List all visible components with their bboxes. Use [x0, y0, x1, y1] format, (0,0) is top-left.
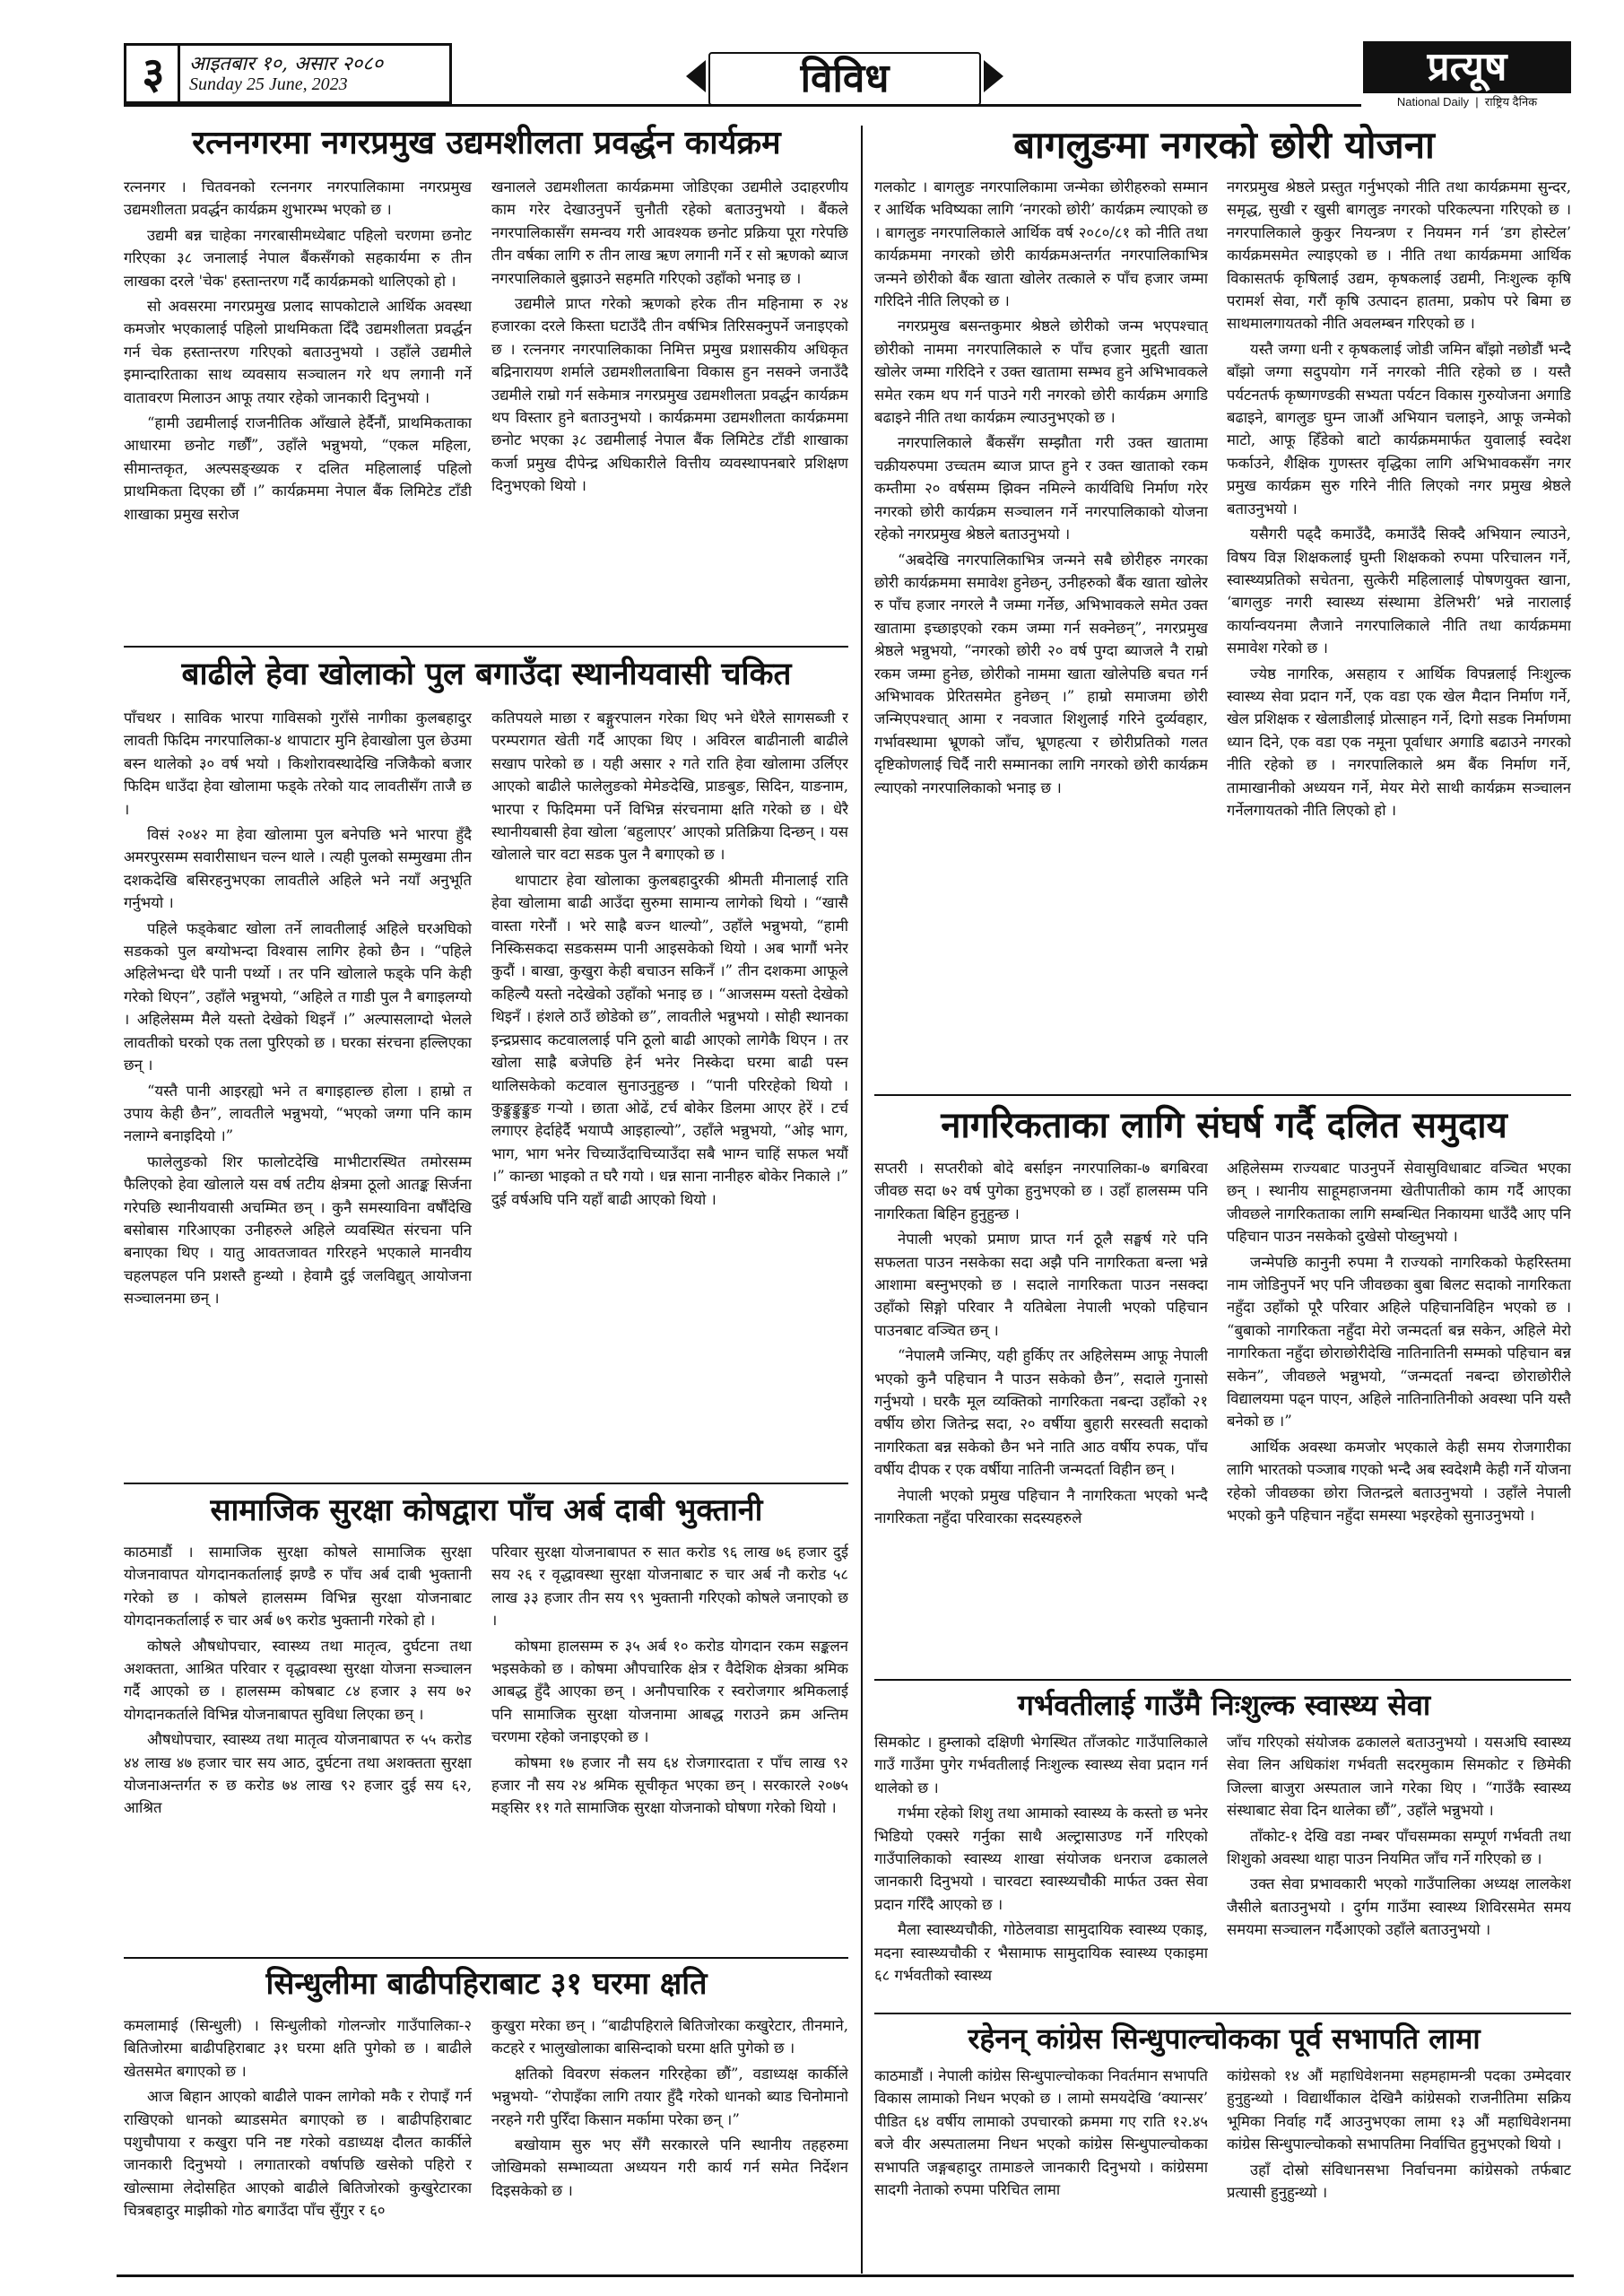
paragraph: “यस्तै पानी आइरह्यो भने त बगाइहाल्छ होला । हाम्रो त उपाय केही छैन”, लावतीले भन्नुभयो, “भएको जग्गा पनि काम नलाग्ने बनाइदियो ।” [124, 1082, 472, 1145]
paragraph: आज बिहान आएको बाढीले पाक्न लागेको मकै र रोपाइँ गर्न राखिएको धानको ब्याडसमेत बगाएको छ । बाढीपहिराबाट पशुचौपाया र कखुरा पनि नष्ट गरेको वडाध्यक्ष दौलत कार्कीले जानकारी दिनुभयो । लगातारको वर्षापछि खसेको पहिरो र खोल्सामा लेदोसहित आएको बाढीले बितिजोरको कुखुरेटारका चित्रबहादुर माझीको गोठ बगाउँदा पाँच सुँगुर र ६० [124, 2088, 472, 2220]
paragraph: मैला स्वास्थ्यचौकी, गोठेलवाडा सामुदायिक स्वास्थ्य एकाइ, मदना स्वास्थ्यचौकी र भैसामाफ सामुदायिक स्वास्थ्य एकाइमा ६८ गर्भवतीको स्वास्थ्य [874, 1921, 1208, 1985]
page-bottom-rule [117, 2274, 1574, 2277]
headline: रहेनन् कांग्रेस सिन्धुपाल्चोकका पूर्व सभापति लामा [968, 2022, 1481, 2056]
paragraph: कुखुरा मरेका छन् । “बाढीपहिराले बितिजोरका कखुरेटार, तीनमाने, कटहरे र भालुखोलाका बासिन्दाको घरमा क्षति पुगेको छ । [491, 2017, 848, 2057]
paragraph: उद्यमीले प्राप्त गरेको ऋणको हरेक तीन महिनामा रु २४ हजारका दरले किस्ता घटाउँदै तीन वर्षभित्र तिरिसक्नुपर्ने जनाइएको छ । रत्ननगर नगरपालिकाका निमित्त प्रमुख प्रशासकीय अधिकृत बद्रिनारायण शर्माले उद्यमशीलताबिना विकास हुन नसक्ने जनाउँदै उद्यमीले राम्रो गर्न सकेमात्र नगरप्रमुख उद्यमशीलता प्रवर्द्धन कार्यक्रम थप विस्तार हुने बताउनुभयो । कार्यक्रममा उद्यमशीलता कार्यक्रममा छनोट भएका ३८ उद्यमीलाई नेपाल बैंक लिमिटेड टाँडी शाखाका कर्जा प्रमुख दीपेन्द्र अधिकारीले वित्तीय व्यवस्थापनबारे प्रशिक्षण दिनुभएको थियो । [491, 295, 848, 495]
article-column [1227, 2065, 1571, 2273]
paragraph: नगरपालिकाले बैंकसँग सम्झौता गरी उक्त खातामा चक्रीयरुपमा उच्चतम ब्याज प्राप्त हुने र उक्त खाताको रकम कम्तीमा २० वर्षसम्म झिक्न नमिल्ने कार्यविधि निर्माण गरेर नगरको छोरी कार्यक्रम सञ्चालन गर्ने नगरपालिकाको योजना रहेको नगरप्रमुख श्रेष्ठले बताउनुभयो । [874, 434, 1208, 544]
article-column [491, 707, 848, 1478]
paragraph: “अबदेखि नगरपालिकाभित्र जन्मने सबै छोरीहरु नगरका छोरी कार्यक्रममा समावेश हुनेछन्, उनीहरुको बैंक खाता खोलेर रु पाँच हजार नगरले नै जम्मा गर्नेछ, अभिभावकले समेत उक्त खातामा इच्छाइएको रकम जम्मा गर्न सक्नेछन्”, नगरप्रमुख श्रेष्ठले भन्नुभयो, “नगरको छोरी २० वर्ष पुग्दा ब्याजले नै राम्रो रकम जम्मा हुनेछ, छोरीको नाममा खाता खोलेपछि बचत गर्न अभिभावक प्रेरितसमेत हुनेछन् ।” हाम्रो समाजमा छोरी जन्मिएपश्चात् आमा र नवजात शिशुलाई गरिने दुर्व्यवहार, गर्भावस्थामा भ्रूणको जाँच, भ्रूणहत्या र छोरीप्रतिको गलत दृष्टिकोणलाई चिर्दै नारी सम्मानका लागि नगरको छोरी कार्यक्रम ल्याएको नगरपालिकाको भनाइ छ । [874, 551, 1208, 796]
paragraph: कोषले औषधोपचार, स्वास्थ्य तथा मातृत्व, दुर्घटना तथा अशक्तता, आश्रित परिवार र वृद्धावस्था सुरक्षा योजना सञ्चालन गर्दै आएको छ । हालसम्म कोषबाट ८४ हजार ३ सय ७२ योगदानकर्ताले विभिन्न योजनाबापत सुविधा लिएका छन् । [124, 1637, 472, 1723]
section-title: विविध [708, 52, 981, 106]
paragraph: जाँच गरिएको संयोजक ढकालले बताउनुभयो । यसअघि स्वास्थ्य सेवा लिन अधिकांश गर्भवती सदरमुकाम सिमकोट र छिमेकी जिल्ला बाजुरा अस्पताल जाने गरेका थिए । “गाउँकै स्वास्थ्य संस्थाबाट सेवा दिन थालेका छौं”, उहाँले भन्नुभयो । [1227, 1734, 1571, 1820]
article-divider [124, 646, 848, 648]
article-column [874, 2065, 1208, 2273]
newspaper-logo [1363, 41, 1571, 111]
paragraph: नगरप्रमुख श्रेष्ठले प्रस्तुत गर्नुभएको नीति तथा कार्यक्रममा सुन्दर, समृद्ध, सुखी र खुसी बागलुङ नगरको परिकल्पना गरिएको छ । नगरपालिकाले कुकुर नियन्त्रण र नियमन गर्न ‘डग होस्टेल’ कार्यक्रमसमेत ल्याइएको छ । नीति तथा कार्यक्रममा आर्थिक विकासतर्फ कृषिलाई उद्यम, कृषकलाई उद्यमी, निःशुल्क कृषि परामर्श सेवा, गरौं कृषि उत्पादन हातमा, प्रकोप परे बिमा छ साथमालगायतको नीति अवलम्बन गरिएको छ । [1227, 178, 1571, 333]
article-divider [124, 1483, 848, 1484]
article-column [1227, 1731, 1571, 2009]
paragraph: “हामी उद्यमीलाई राजनीतिक आँखाले हेर्दैनौं, प्राथमिकताका आधारमा छनोट गर्छौं”, उहाँले भन्नुभयो, “एकल महिला, सीमान्तकृत, अल्पसङ्ख्यक र दलित महिलालाई पहिलो प्राथमिकता दिएका छौं ।” कार्यक्रममा नेपाल बैंक लिमिटेड टाँडी शाखाका प्रमुख सरोज [124, 414, 472, 523]
center-column-rule [861, 126, 863, 2274]
headline: गर्भवतीलाई गाउँमै निःशुल्क स्वास्थ्य सेवा [1017, 1688, 1431, 1722]
article-divider [874, 1094, 1571, 1096]
paragraph: ज्येष्ठ नागरिक, असहाय र आर्थिक विपन्नलाई निःशुल्क स्वास्थ्य सेवा प्रदान गर्ने, एक वडा एक खेल मैदान निर्माण गर्ने, खेल प्रशिक्षक र खेलाडीलाई प्रोत्साहन गर्ने, दिगो सडक निर्माणमा ध्यान दिने, एक वडा एक नमूना पूर्वाधार अगाडि बढाउने नगरको नीति रहेको छ । नगरपालिकाले श्रम बैंक निर्माण गर्ने, तामाखानीको अध्ययन गर्ने, मेयर मेरो साथी कार्यक्रम सञ्चालन गर्नेलगायतको नीति लिएको हो । [1227, 665, 1571, 819]
article-column [1227, 176, 1571, 1091]
headline: नागरिकताका लागि संघर्ष गर्दै दलित समुदाय [941, 1105, 1507, 1146]
article-divider [874, 2013, 1571, 2014]
logo-subtitle: National Daily | राष्ट्रिय दैनिक [1396, 95, 1538, 109]
paragraph: गलकोट । बागलुङ नगरपालिकामा जन्मेका छोरीहरुको सम्मान र आर्थिक भविष्यका लागि ‘नगरको छोरी’ कार्यक्रम ल्याएको छ । बागलुङ नगरपालिकाले आर्थिक वर्ष २०८०/८१ को नीति तथा कार्यक्रममा नगरको छोरी कार्यक्रमअन्तर्गत नगरपालिकाभित्र जन्मने छोरीको बैंक खाता खोलेर तत्काले रु पाँच हजार जम्मा गरिदिने नीति लिएको छ । [874, 178, 1208, 310]
paragraph: थापाटार हेवा खोलाका कुलबहादुरकी श्रीमती मीनालाई राति हेवा खोलामा बाढी आउँदा सुरुमा सामान्य लागेको थियो । “खासै वास्ता गरेनौं । भरे साह्रै बज्न थाल्यो”, उहाँले भन्नुभयो, “हामी निस्किसकदा सडकसम्म पानी आइसकेको थियो । अब भागौं भनेर कुदौं । बाखा, कुखुरा केही बचाउन सकिनँ ।” तीन दशकमा आफूले कहिल्यै यस्तो नदेखेको उहाँको भनाइ छ । “आजसम्म यस्तो देखेको थिइनँ । हंशले ठाउँ छोडेको छ”, लावतीले भन्नुभयो । सोही स्थानका इन्द्रप्रसाद कटवाललाई पनि ठूलो बाढी आएको लागेकै थिएन । तर खोला साह्रै बजेपछि हेर्न भनेर निस्केदा घरमा बाढी पस्न थालिसकेको कटवाल सुनाउनुहुन्छ । “पानी परिरहेको थियो । कुङ्कुङ्कुङ्कुङ गर्‍यो । छाता ओढें, टर्च बोकेर डिलमा आएर हेरें । टर्च लगाएर हेर्दाहेर्दै भयाप्पै आइहाल्यो”, उहाँले भन्नुभयो, “ओइ भाग, भाग, भाग भनेर चिच्याउँदाचिच्याउँदा सबै भाग्न चाहिं सफल भयौं ।” कान्छा भाइको त घरै गयो । धन्न साना नानीहरु बोकेर निकाले ।” दुई वर्षअघि पनि यहाँ बाढी आएको थियो । [491, 871, 848, 1208]
logo-subtitle-np: राष्ट्रिय दैनिक [1484, 95, 1538, 109]
article-divider [124, 1957, 848, 1959]
paragraph: नेपाली भएको प्रमाण प्राप्त गर्न ठूलै सङ्घर्ष गरे पनि सफलता पाउन नसकेका सदा अझै पनि नागरिकता बन्ला भन्ने आशामा बस्नुभएको छ । सदाले नागरिकता पाउन नसक्दा उहाँको सिङ्गो परिवार नै यतिबेला नेपाली भएको पहिचान पाउनबाट वञ्चित छन् । [874, 1231, 1208, 1339]
paragraph: विसं २०४२ मा हेवा खोलामा पुल बनेपछि भने भारपा हुँदै अमरपुरसम्म सवारीसाधन चल्न थाले । त्यही पुलको सम्मुखमा तीन दशकदेखि बसिरहनुभएका लावतीले अहिले भने नयाँ अनुभूति गर्नुभयो । [124, 826, 472, 912]
article-column [124, 176, 472, 642]
paragraph: क्षतिको विवरण संकलन गरिरहेका छौं”, वडाध्यक्ष कार्कीले भन्नुभयो- “रोपाइँका लागि तयार हुँदै गरेको धानको ब्याड चिनोमानो नरहने गरी पुरिँदा किसान मर्कामा परेका छन् ।” [491, 2065, 848, 2128]
paragraph: नेपाली भएको प्रमुख पहिचान नै नागरिकता भएको भन्दै नागरिकता नहुँदा परिवारका सदस्यहरुले [874, 1486, 1208, 1527]
paragraph: खनालले उद्यमशीलता कार्यक्रममा जोडिएका उद्यमीले उदाहरणीय काम गरेर देखाउनुपर्ने चुनौती रहेको बताउनुभयो । बैंकले नगरपालिकासँग समन्वय गरी आवश्यक छनोट प्रक्रिया पूरा गरेपछि तीन वर्षका लागि रु तीन लाख ऋण लगानी गर्ने र सो ऋणको ब्याज नगरपालिकाले बुझाउने सहमति गरिएको उहाँको भनाइ छ । [491, 178, 848, 287]
paragraph: कमलामाई (सिन्धुली) । सिन्धुलीको गोलन्जोर गाउँपालिका-२ बितिजोरमा बाढीपहिराबाट ३१ घरमा क्षति पुगेको छ । बाढीले खेतसमेत बगाएको छ । [124, 2017, 472, 2080]
headline: सामाजिक सुरक्षा कोषद्वारा पाँच अर्ब दाबी भुक्तानी [210, 1492, 763, 1528]
paragraph: उद्यमी बन्न चाहेका नगरबासीमध्येबाट पहिलो चरणमा छनोट गरिएका ३८ जनालाई नेपाल बैंकसँगको सहकार्यमा रु तीन लाखका दरले 'चेक' हस्तान्तरण गर्दै कार्यक्रमको थालिएको हो । [124, 226, 472, 290]
paragraph: कांग्रेसको १४ औं महाधिवेशनमा सहमहामन्त्री पदका उम्मेदवार हुनुहुन्थ्यो । विद्यार्थीकाल देखिनै कांग्रेसको राजनीतिमा सक्रिय भूमिका निर्वाह गर्दै आउनुभएका लामा १३ औं महाधिवेशनमा कांग्रेस सिन्धुपाल्चोकको सभापतिमा निर्वाचित हुनुभएको थियो । [1227, 2067, 1571, 2153]
paragraph: काठमाडौं । सामाजिक सुरक्षा कोषले सामाजिक सुरक्षा योजनावापत योगदानकर्तालाई झण्डै रु पाँच अर्ब दाबी भुक्तानी गरेको छ । कोषले हालसम्म विभिन्न सुरक्षा योजनाबाट योगदानकर्तालाई रु चार अर्ब ७९ करोड भुक्तानी गरेको हो । [124, 1544, 472, 1630]
paragraph: जन्मेपछि कानुनी रुपमा नै राज्यको नागरिकको फेहरिस्तमा नाम जोडिनुपर्ने भए पनि जीवछका बुबा बिलट सदाको नागरिकता नहुँदा उहाँको पूरै परिवार अहिले पहिचानविहिन भएको छ । “बुबाको नागरिकता नहुँदा मेरो जन्मदर्ता बन्न सकेन, अहिले मेरो नागरिकता नहुँदा छोराछोरीदेखि नातिनातिनी सम्मको पहिचान बन्न सकेन”, जीवछले भन्नुभयो, “जन्मदर्ता नबन्दा छोराछोरीले विद्यालयमा पढ्न पाएन, अहिले नातिनातिनीको अवस्था पनि यस्तै बनेको छ ।” [1227, 1253, 1571, 1431]
page-number: ३ [124, 43, 180, 104]
date-english: Sunday 25 June, 2023 [189, 74, 348, 94]
paragraph: अहिलेसम्म राज्यबाट पाउनुपर्ने सेवासुविधाबाट वञ्चित भएका छन् । स्थानीय साहूमहाजनमा खेतीपातीको काम गर्दै आएका जीवछले नागरिकताका लागि सम्बन्धित निकायमा धाउँदै आए पनि पहिचान पाउन नसकेको दुखेसो पोख्नुभयो । [1227, 1160, 1571, 1246]
headline: बाढीले हेवा खोलाको पुल बगाउँदा स्थानीयवासी चकित [181, 657, 792, 692]
article-column [124, 707, 472, 1478]
paragraph: आर्थिक अवस्था कमजोर भएकाले केही समय रोजगारीका लागि भारतको पञ्जाब गएको भन्दै अब स्वदेशमै केही गर्ने योजना रहेको जीवछका छोरा जितन्द्रले बताउनुभयो । उहाँले नेपाली भएको कुनै पहिचान नहुँदा समस्या भइरहेको सुनाउनुभयो । [1227, 1438, 1571, 1525]
article-column [874, 1157, 1208, 1674]
article-column [491, 176, 848, 642]
article-divider [874, 1679, 1571, 1681]
paragraph: सप्तरी । सप्तरीको बोदे बर्साइन नगरपालिका-७ बगबिरवा जीवछ सदा ७२ वर्ष पुगेका हुनुभएको छ । उहाँ हालसम्म पनि नागरिकता बिहिन हुनुहुन्छ । [874, 1160, 1208, 1222]
right-arrow-icon [984, 60, 1003, 92]
paragraph: रत्ननगर । चितवनको रत्ननगर नगरपालिकामा नगरप्रमुख उद्यमशीलता प्रवर्द्धन कार्यक्रम शुभारम्भ भएको छ । [124, 178, 472, 219]
logo-subtitle-en: National Daily [1396, 95, 1470, 109]
headline: रत्ननगरमा नगरप्रमुख उद्यमशीलता प्रवर्द्धन कार्यक्रम [192, 125, 781, 161]
paragraph: नगरप्रमुख बसन्तकुमार श्रेष्ठले छोरीको जन्म भएपश्चात् छोरीको नाममा नगरपालिकाले रु पाँच हजार मुद्दती खाता खोलेर जम्मा गरिदिने र उक्त खातामा सम्भव हुने अभिभावकले समेत रकम थप गर्न पाउने गरी नगरको छोरी कार्यक्रम अगाडि बढाइने नीति तथा कार्यक्रम ल्याउनुभएको छ । [874, 317, 1208, 427]
paragraph: गर्भमा रहेको शिशु तथा आमाको स्वास्थ्य के कस्तो छ भनेर भिडियो एक्सरे गर्नुका साथै अल्ट्रासाउण्ड गर्ने गरिएको गाउँपालिकाको स्वास्थ्य शाखा संयोजक धनराज ढकालले जानकारी दिनुभयो । चारवटा स्वास्थ्यचौकी मार्फत उक्त सेवा प्रदान गरिँदै आएको छ । [874, 1805, 1208, 1913]
paragraph: पाँचथर । साविक भारपा गाविसको गुराँसे नागीका कुलबहादुर लावती फिदिम नगरपालिका-४ थापाटार मुनि हेवाखोला पुल छेउमा बस्न थालेको ३० वर्ष भयो । किशोरावस्थादेखि नजिकैको बजार फिदिम धाउँदा हेवा खोलामा फड्के तरेको याद लावतीसँग ताजै छ । [124, 709, 472, 818]
article-column [874, 1731, 1208, 2009]
date-nepali: आइतबार १०, असार २०८० [189, 53, 384, 75]
paragraph: सिमकोट । हुम्लाको दक्षिणी भेगस्थित ताँजकोट गाउँपालिकाले गाउँ गाउँमा पुगेर गर्भवतीलाई निःशुल्क स्वास्थ्य सेवा प्रदान गर्न थालेको छ । [874, 1734, 1208, 1796]
paragraph: यस्तै जग्गा धनी र कृषकलाई जोडी जमिन बाँझो नछोडौं भन्दै बाँझो जग्गा सदुपयोग गर्ने नगरको नीति रहेको छ । यस्तै पर्यटनतर्फ कृष्णगण्डकी सभ्यता पर्यटन विकास गुरुयोजना अगाडि बढाइने, बागलुङ घुम्न जाऔं अभियान चलाइने, आफू जन्मेको माटो, आफू हिँडेको बाटो कार्यक्रममार्फत युवालाई स्वदेश फर्काउने, शैक्षिक गुणस्तर वृद्धिका लागि अभिभावकसँग नगर प्रमुख कार्यक्रम सुरु गरिने नीति लिएको नगर प्रमुख श्रेष्ठले बताउनुभयो । [1227, 340, 1571, 517]
paragraph: उक्त सेवा प्रभावकारी भएको गाउँपालिका अध्यक्ष लालकेश जैसीले बताउनुभयो । दुर्गम गाउँमा स्वास्थ्य शिविरसमेत समय समयमा सञ्चालन गर्दैआएको उहाँले बताउनुभयो । [1227, 1875, 1571, 1939]
paragraph: “नेपालमै जन्मिए, यही हुर्किए तर अहिलेसम्म आफू नेपाली भएको कुनै पहिचान नै पाउन सकेको छैन”, सदाले गुनासो गर्नुभयो । घरकै मूल व्यक्तिको नागरिकता नबन्दा उहाँको २१ वर्षीय छोरा जितेन्द्र सदा, २० वर्षीया बुहारी सरस्वती सदाको नागरिकता बन्न सकेको छैन भने नाति आठ वर्षीय रुपक, पाँच वर्षीय दीपक र एक वर्षीया नातिनी जन्मदर्ता विहीन छन् । [874, 1347, 1208, 1479]
paragraph: औषधोपचार, स्वास्थ्य तथा मातृत्व योजनाबापत रु ५५ करोड ४४ लाख ४७ हजार चार सय आठ, दुर्घटना तथा अशक्तता सुरक्षा योजनाअन्तर्गत रु छ करोड ७४ लाख ९२ हजार दुई सय ६२, आश्रित [124, 1731, 472, 1817]
paragraph: काठमाडौं । नेपाली कांग्रेस सिन्धुपाल्चोकका निवर्तमान सभापति विकास लामाको निधन भएको छ । लामो समयदेखि ‘क्यान्सर’ पीडित ६४ वर्षीय लामाको उपचारको क्रममा गए राति १२.४५ बजे वीर अस्पतालमा निधन भएको कांग्रेस सिन्धुपाल्चोकका सभापति जङ्गबहादुर तामाङले जानकारी दिनुभयो । कांग्रेसमा सादगी नेताको रुपमा परिचित लामा [874, 2067, 1208, 2199]
article-column [874, 176, 1208, 1091]
paragraph: परिवार सुरक्षा योजनाबापत रु सात करोड ९६ लाख ७६ हजार दुई सय २६ र वृद्धावस्था सुरक्षा योजनाबाट रु चार अर्ब नौ करोड ५८ लाख ३३ हजार तीन सय ९९ भुक्तानी गरिएको कोषले जनाएको छ । [491, 1544, 848, 1630]
paragraph: कतिपयले माछा र बङ्गुरपालन गरेका थिए भने धेरैले सागसब्जी र परम्परागत खेती गर्दै आएका थिए । अविरल बाढीनाली बाढीले सखाप पारेको छ । यही असार २ गते राति हेवा खोलामा उर्लिएर आएको बाढीले फालेलुङको मेमेङदेखि, प्राङबुङ, सिदिन, याङनाम, भारपा र फिदिममा पर्ने विभिन्न संरचनामा क्षति गरेको छ । धेरै स्थानीयबासी हेवा खोला ‘बहुलाएर’ आएको प्रतिक्रिया दिन्छन् । यस खोलाले चार वटा सडक पुल नै बगाएको छ । [491, 709, 848, 864]
article-column [491, 2014, 848, 2273]
paragraph: पहिले फड्केबाट खोला तर्ने लावतीलाई अहिले घरअघिको सडकको पुल बग्योभन्दा विश्वास लागिर हेको छैन । “पहिले अहिलेभन्दा धेरै पानी पर्थ्यो । तर पनि खोलाले फड्के पनि केही गरेको थिएन”, उहाँले भन्नुभयो, “अहिले त गाडी पुल नै बगाइलग्यो । अहिलेसम्म मैले यस्तो देखेको थिइनँ ।” अल्पासलाग्दो भेलले लावतीको घरको एक तला पुरिएको छ । घरका संरचना हल्लिएका छन् । [124, 919, 472, 1074]
paragraph: सो अवसरमा नगरप्रमुख प्रलाद सापकोटाले आर्थिक अवस्था कमजोर भएकालाई पहिलो प्राथमिकता दिँदै उद्यमशीलता प्रवर्द्धन गर्न चेक हस्तान्तरण गरिएको बताउनुभयो । उहाँले उद्यमीले इमान्दारिताका साथ व्यवसाय सञ्चालन गरे थप लगानी गर्ने वातावरण मिलाउन आफू तयार रहेको जानकारी दिनुभयो । [124, 298, 472, 406]
date-box [178, 43, 452, 104]
article-column [491, 1541, 848, 1953]
left-arrow-icon [686, 60, 706, 92]
logo-text: प्रत्यूष [1363, 41, 1571, 93]
article-column [124, 1541, 472, 1953]
paragraph: उहाँ दोस्रो संविधानसभा निर्वाचनमा कांग्रेसको तर्फबाट प्रत्यासी हुनुहुन्थ्यो । [1227, 2161, 1571, 2202]
article-column [1227, 1157, 1571, 1674]
paragraph: कोषमा १७ हजार नौ सय ६४ रोजगारदाता र पाँच लाख ९२ हजार नौ सय २४ श्रमिक सूचीकृत भएका छन् । सरकारले २०७५ मङ्सिर ११ गते सामाजिक सुरक्षा योजनाको घोषणा गरेको थियो । [491, 1753, 848, 1817]
paragraph: फालेलुङको शिर फालोटदेखि माभीटारस्थित तमोरसम्म फैलिएको हेवा खोलाले यस वर्ष तटीय क्षेत्रमा ठूलो आतङ्क सिर्जना गरेपछि स्थानीयवासी अचम्मित छन् । कुनै समस्याविना वर्षौंदेखि बसोबास गरिआएका उनीहरुले अहिले व्यवस्थित संरचना पनि बनाएका थिए । यातु आवतजावत गरिरहने भएकाले मानवीय चहलपहल पनि प्रशस्तै हुन्थ्यो । हेवामै दुई जलविद्युत् आयोजना सञ्चालनमा छन् । [124, 1152, 472, 1308]
paragraph: कोषमा हालसम्म रु ३५ अर्ब १० करोड योगदान रकम सङ्कलन भइसकेको छ । कोषमा औपचारिक क्षेत्र र वैदेशिक क्षेत्रका श्रमिक आबद्ध हुँदै आएका छन् । अनौपचारिक र स्वरोजगार श्रमिकलाई पनि सामाजिक सुरक्षा योजनामा आबद्ध गराउने क्रम अन्तिम चरणमा रहेको जनाइएको छ । [491, 1637, 848, 1746]
paragraph: बखोयाम सुरु भए सँगै सरकारले पनि स्थानीय तहहरुमा जोखिमको सम्भाव्यता अध्ययन गरी कार्य गर्न समेत निर्देशन दिइसकेको छ । [491, 2136, 848, 2199]
headline: बागलुङमा नगरको छोरी योजना [1013, 123, 1435, 167]
paragraph: ताँकोट-१ देखि वडा नम्बर पाँचसम्मका सम्पूर्ण गर्भवती तथा शिशुको अवस्था थाहा पाउन नियमित जाँच गर्ने गरिएको छ । [1227, 1827, 1571, 1868]
article-column [124, 2014, 472, 2273]
headline: सिन्धुलीमा बाढीपहिराबाट ३१ घरमा क्षति [265, 1966, 708, 2002]
paragraph: यसैगरी पढ्दै कमाउँदै, कमाउँदै सिक्दै अभियान ल्याउने, विषय विज्ञ शिक्षकलाई घुम्ती शिक्षकको रुपमा परिचालन गर्ने, स्वास्थ्यप्रतिको सचेतना, सुत्केरी महिलालाई पोषणयुक्त खाना, ‘बागलुङ नगरी स्वास्थ्य संस्थामा डेलिभरी’ भन्ने नारालाई कार्यान्वयनमा लैजाने नगरपालिकाले नीति तथा कार्यक्रममा समावेश गरेको छ । [1227, 526, 1571, 657]
